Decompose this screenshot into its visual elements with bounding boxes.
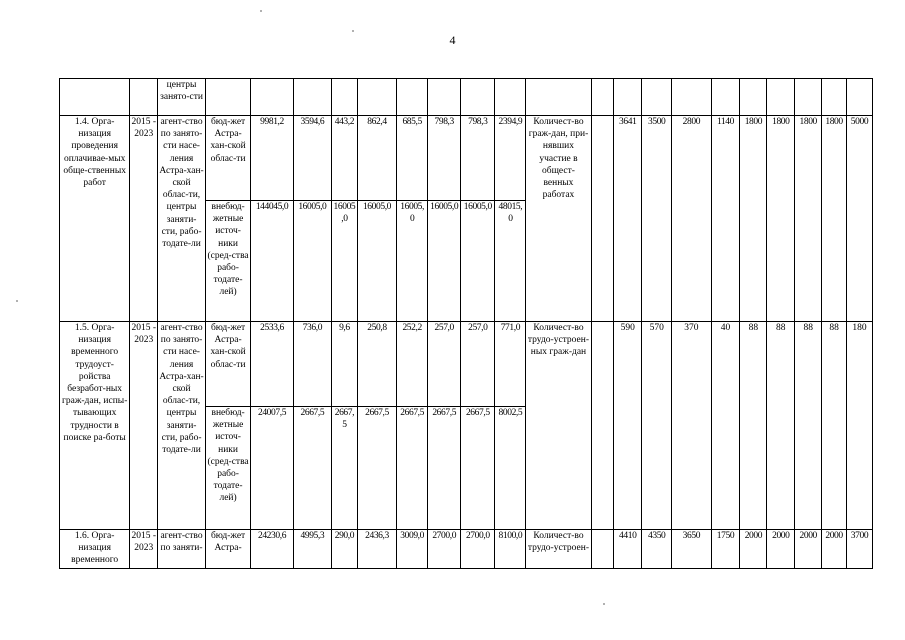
indicator-value: 3641	[614, 116, 642, 322]
indicator-value	[591, 116, 614, 322]
value-cell: 16005,0	[397, 201, 428, 322]
funding-source: бюд-жет Астра-хан-ской облас-ти	[205, 116, 251, 201]
value-cell: 9,6	[332, 322, 358, 407]
table-row	[60, 116, 873, 201]
value-cell: 2436,3	[357, 530, 396, 569]
value-cell: 862,4	[357, 116, 396, 201]
value-cell: 9981,2	[251, 116, 293, 201]
value-cell: 2667,5	[293, 407, 331, 530]
value-cell: 2700,0	[461, 530, 495, 569]
indicator-value: 590	[614, 322, 642, 530]
indicator-value: 3500	[642, 116, 672, 322]
period-cell: 2015 - 2023	[130, 116, 158, 322]
measure-title: 1.5. Орга-низация временного трудоуст-ройства безработ-ных граж-дан, испы-тывающих трудности в поиске ра-боты	[60, 322, 130, 530]
funding-source: бюд-жет Астра-хан-ской облас-ти	[205, 322, 251, 407]
value-cell: 8100,0	[495, 530, 526, 569]
indicator-value	[591, 322, 614, 530]
scan-speck	[352, 30, 354, 32]
scan-speck	[16, 300, 18, 302]
indicator-value: 570	[642, 322, 672, 530]
funding-source: внебюд-жетные источ-ники (сред-ства рабо-тодате-лей)	[205, 201, 251, 322]
indicator-value: 1800	[740, 116, 767, 322]
indicator-value: 1800	[795, 116, 822, 322]
funding-source: внебюд-жетные источ-ники (сред-ства рабо-тодате-лей)	[205, 407, 251, 530]
table-row	[60, 530, 873, 569]
measure-title: 1.4. Орга-низация проведения оплачивае-мых обще-ственных работ	[60, 116, 130, 322]
value-cell: 16005,0	[461, 201, 495, 322]
period-cell: 2015 - 2023	[130, 530, 158, 569]
indicator-value: 1140	[711, 116, 740, 322]
value-cell: 252,2	[397, 322, 428, 407]
value-cell: 3009,0	[397, 530, 428, 569]
indicator-value: 2000	[767, 530, 795, 569]
scan-speck	[260, 10, 262, 12]
value-cell: 2667,5	[332, 407, 358, 530]
value-cell: 2700,0	[428, 530, 461, 569]
executor-cell: центры занято-сти	[158, 79, 206, 116]
value-cell: 2667,5	[461, 407, 495, 530]
indicator-value: 88	[740, 322, 767, 530]
executor-cell: агент-ство по заняти-	[158, 530, 206, 569]
value-cell: 2667,5	[428, 407, 461, 530]
indicator-value: 2000	[740, 530, 767, 569]
value-cell: 8002,5	[495, 407, 526, 530]
value-cell: 48015,0	[495, 201, 526, 322]
period-cell: 2015 - 2023	[130, 322, 158, 530]
value-cell: 16005,0	[428, 201, 461, 322]
indicator-value: 88	[767, 322, 795, 530]
table-row	[60, 79, 873, 116]
value-cell: 257,0	[461, 322, 495, 407]
indicator-value: 4350	[642, 530, 672, 569]
table-row	[60, 322, 873, 407]
indicator-cell: Количест-во граж-дан, при-нявших участие в общест-венных работах	[526, 116, 591, 322]
value-cell: 685,5	[397, 116, 428, 201]
indicator-value: 180	[846, 322, 872, 530]
indicator-value: 88	[795, 322, 822, 530]
value-cell: 250,8	[357, 322, 396, 407]
indicator-value: 2000	[795, 530, 822, 569]
value-cell: 3594,6	[293, 116, 331, 201]
scan-speck	[603, 603, 605, 605]
indicator-value: 40	[711, 322, 740, 530]
value-cell: 2667,5	[357, 407, 396, 530]
indicator-value: 2800	[672, 116, 711, 322]
value-cell: 4995,3	[293, 530, 331, 569]
executor-cell: агент-ство по занято-сти насе-ления Астра-хан-ской облас-ти, центры заняти-сти, рабо-тодате-ли	[158, 116, 206, 322]
value-cell: 24230,6	[251, 530, 293, 569]
value-cell: 2533,6	[251, 322, 293, 407]
value-cell: 2394,9	[495, 116, 526, 201]
indicator-cell: Количест-во трудо-устроен-ных граж-дан	[526, 322, 591, 530]
indicator-value: 1750	[711, 530, 740, 569]
indicator-value: 88	[822, 322, 847, 530]
page-number: 4	[449, 33, 456, 47]
value-cell: 257,0	[428, 322, 461, 407]
indicator-value: 3650	[672, 530, 711, 569]
value-cell: 144045,0	[251, 201, 293, 322]
value-cell: 443,2	[332, 116, 358, 201]
value-cell: 736,0	[293, 322, 331, 407]
value-cell: 16005,0	[357, 201, 396, 322]
value-cell: 771,0	[495, 322, 526, 407]
value-cell: 16005,0	[332, 201, 358, 322]
indicator-value: 1800	[767, 116, 795, 322]
indicator-value: 370	[672, 322, 711, 530]
measure-title: 1.6. Орга-низация временного	[60, 530, 130, 569]
value-cell: 2667,5	[397, 407, 428, 530]
value-cell: 16005,0	[293, 201, 331, 322]
indicator-value: 3700	[846, 530, 872, 569]
program-measures-table	[59, 78, 873, 569]
indicator-value	[591, 530, 614, 569]
funding-source: бюд-жет Астра-	[205, 530, 251, 569]
executor-cell: агент-ство по занято-сти насе-ления Астра-хан-ской облас-ти, центры заняти-сти, рабо-тодате-ли	[158, 322, 206, 530]
indicator-value: 4410	[614, 530, 642, 569]
value-cell: 798,3	[428, 116, 461, 201]
value-cell: 24007,5	[251, 407, 293, 530]
indicator-value: 5000	[846, 116, 872, 322]
value-cell: 798,3	[461, 116, 495, 201]
value-cell: 290,0	[332, 530, 358, 569]
indicator-value: 1800	[822, 116, 847, 322]
indicator-value: 2000	[822, 530, 847, 569]
indicator-cell: Количест-во трудо-устроен-	[526, 530, 591, 569]
